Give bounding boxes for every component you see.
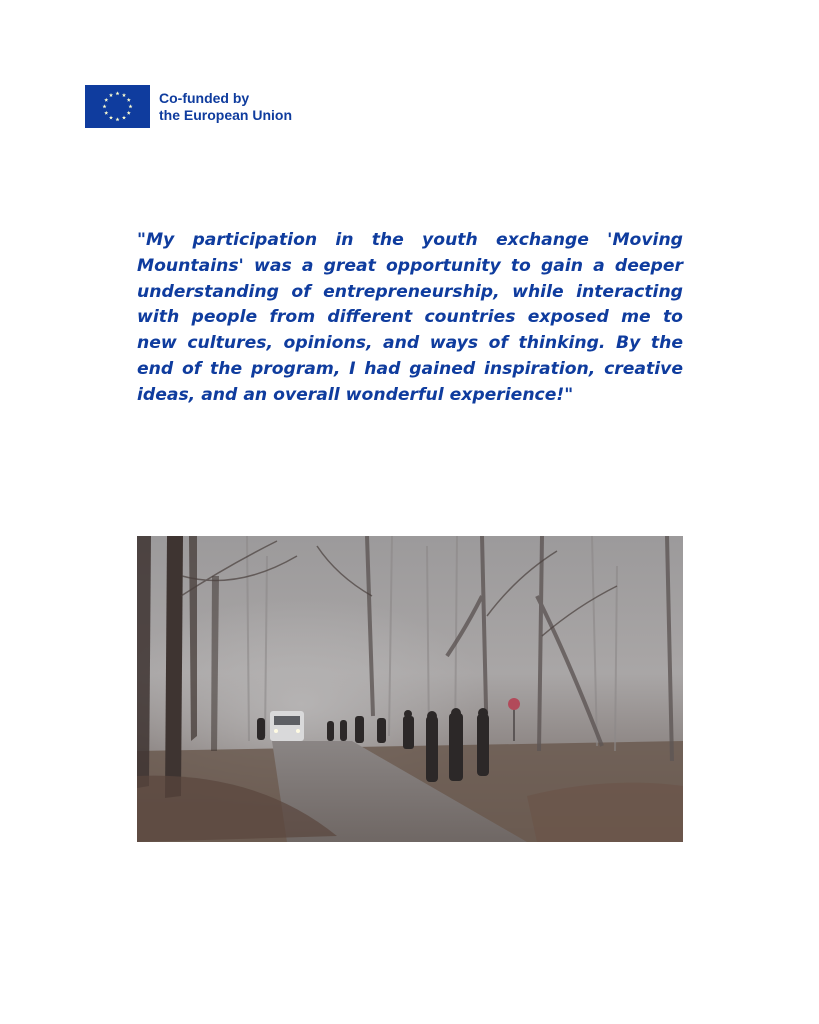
cofunded-line-2: the European Union — [159, 106, 292, 123]
cofunded-label — [159, 90, 292, 124]
eu-logo — [85, 85, 292, 128]
cofunded-line-1: Co-funded by — [159, 89, 250, 106]
testimonial-quote: "My participation in the youth exchange 'Moving Mountains' was a great opportunity to gain a deeper understanding of entrepreneurship, while interacting with people from different countries exposed me to new cultures, opinions, and ways of thinking. By the end of the program, I had gained inspiration, creative ideas, and an overall wonderful experience!" — [137, 230, 683, 405]
eu-flag-icon — [85, 85, 150, 128]
foggy-forest-photo — [137, 536, 683, 842]
